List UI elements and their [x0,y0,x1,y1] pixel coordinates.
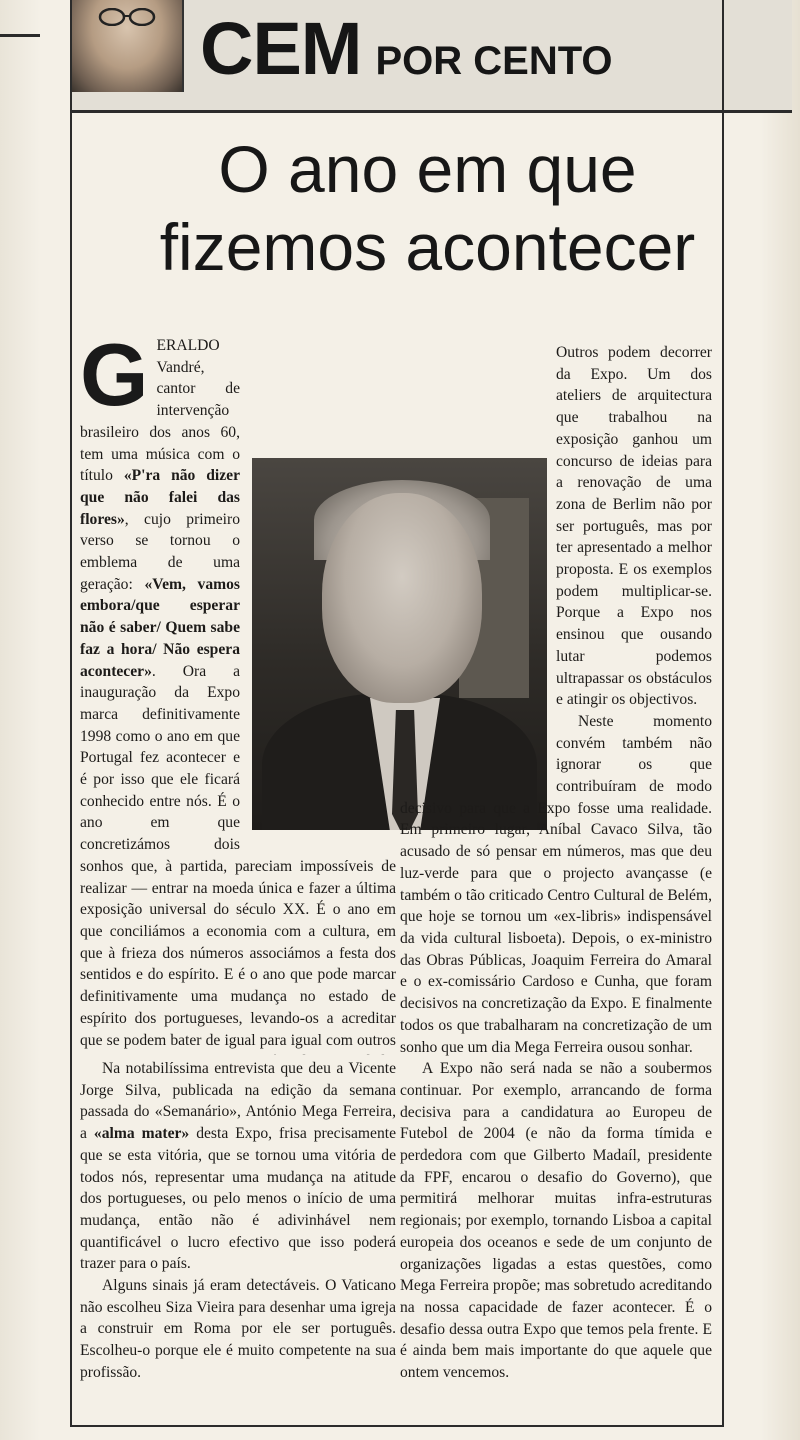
song-title: «P'ra não dizer que não falei das flores» [80,467,240,528]
text-run: Na notabilíssima entrevista que deu a Vicente Jorge Silva, publicada na edição da semana passada do «Semanário», António Mega Ferreira, a [80,1060,396,1143]
song-verse: «Vem, vamos embora/que esperar não é saber/ Quem sabe faz a hora/ Não espera acontecer» [80,575,240,680]
article-paragraph: Neste momento convém também não ignorar os que contribuíram de modo decisivo para que a Expo fosse uma realidade. Em primeiro lugar, Aníbal Cavaco Silva, tão acusado de só pensar em números, mas que deu luz-verde para que o projecto avançasse (e também o tão criticado Centro Cultural de Belém, que hoje se tornou um «ex-libris» indispensável da vida cultural lisboeta). Depois, o ex-ministro das Obras Públicas, Joaquim Ferreira do Amaral e o ex-comissário Cardoso e Cunha, que foram decisivos na concretização da Expo. E finalmente todos os que trabalharam na concretização de um sonho que um dia Mega Ferreira ousou sonhar. [400,712,712,1056]
article-column-right [400,342,712,1402]
alma-mater: «alma mater» [93,1125,190,1143]
text-run: desta Expo, frisa precisamente que se esta vitória, que se tornou uma vitória de todos nós, representar uma mudança na atitude dos portugueses, ou pelo menos o início de uma mudança, então não é adivinhável nem quantificável o lucro efectivo que isso poderá trazer para o país. [80,1125,396,1273]
headline [75,130,780,286]
left-rule [0,34,40,37]
article-paragraph [80,335,396,1055]
text-run: . Ora a inauguração da Expo marca definitivamente 1998 como o ano em que Portugal fez acontecer e é por isso que ele ficará conhecido entre nós. É o ano em que concretizámos dois sonhos que, à partida, pareciam impossíveis de realizar — entrar na moeda única e fazer a última exposição universal do século XX. É o ano em que conciliámos a economia com a cultura, em que à frieza dos números associámos a festa dos sentidos e do espírito. E é o ano que pode marcar definitivamente uma mudança no estado de espírito dos portugueses, levando-os a acreditar que se podem bater de igual para igual com outros [80,662,396,1049]
text-run: ERALDO Vandré, cantor de intervenção brasileiro dos anos 60, tem uma música com o título [80,337,240,485]
article-paragraph: Alguns sinais já eram detectáveis. O Vaticano não escolheu Siza Vieira para desenhar uma igreja a construir em Roma por ele ser português. Escolheu-o porque ele é muito competente na sua profissão. [80,1277,396,1381]
headline-line-2: fizemos acontecer [159,210,696,284]
column-name-big: CEM [200,7,362,90]
column-name-small: POR CENTO [375,39,613,83]
article-column-left [80,335,396,1055]
drop-cap: G [80,335,149,424]
article-paragraph: Outros podem decorrer da Expo. Um dos ateliers de arquitectura que trabalhou na exposição ganhou um concurso de ideias para a renovação de uma zona de Berlim não por ser português, mas por ter apresentado a melhor proposta. E os exemplos podem multiplicar-se. Porque a Expo nos ensinou que ousando lutar podemos ultrapassar os obstáculos e atingir os objectivos. [556,344,712,709]
article-paragraph: A Expo não será nada se não a soubermos continuar. Por exemplo, arrancando de forma decisiva para a candidatura ao Europeu de Futebol de 2004 (e não da forma tímida e perdedora com que Gilberto Madaíl, presidente da FPF, encarou o desafio do Governo), que permitirá melhorar muitas infra-estruturas regionais; por exemplo, tornando Lisboa a capital europeia dos oceanos e sede de um conjunto de organizações ligadas a estas questões, como Mega Ferreira propõe; mas sobretudo acreditando na nossa capacidade de fazer acontecer. É o desafio dessa outra Expo que temos pela frente. E é ainda bem mais importante do que aquele que ontem vencemos. [400,1060,712,1382]
article-paragraph [80,1058,396,1275]
article-column-left-bottom [80,1058,396,1384]
headline-line-1: O ano em que [218,132,637,206]
text-run: , cujo primeiro verso se tornou o emblema de uma geração: [80,510,240,593]
